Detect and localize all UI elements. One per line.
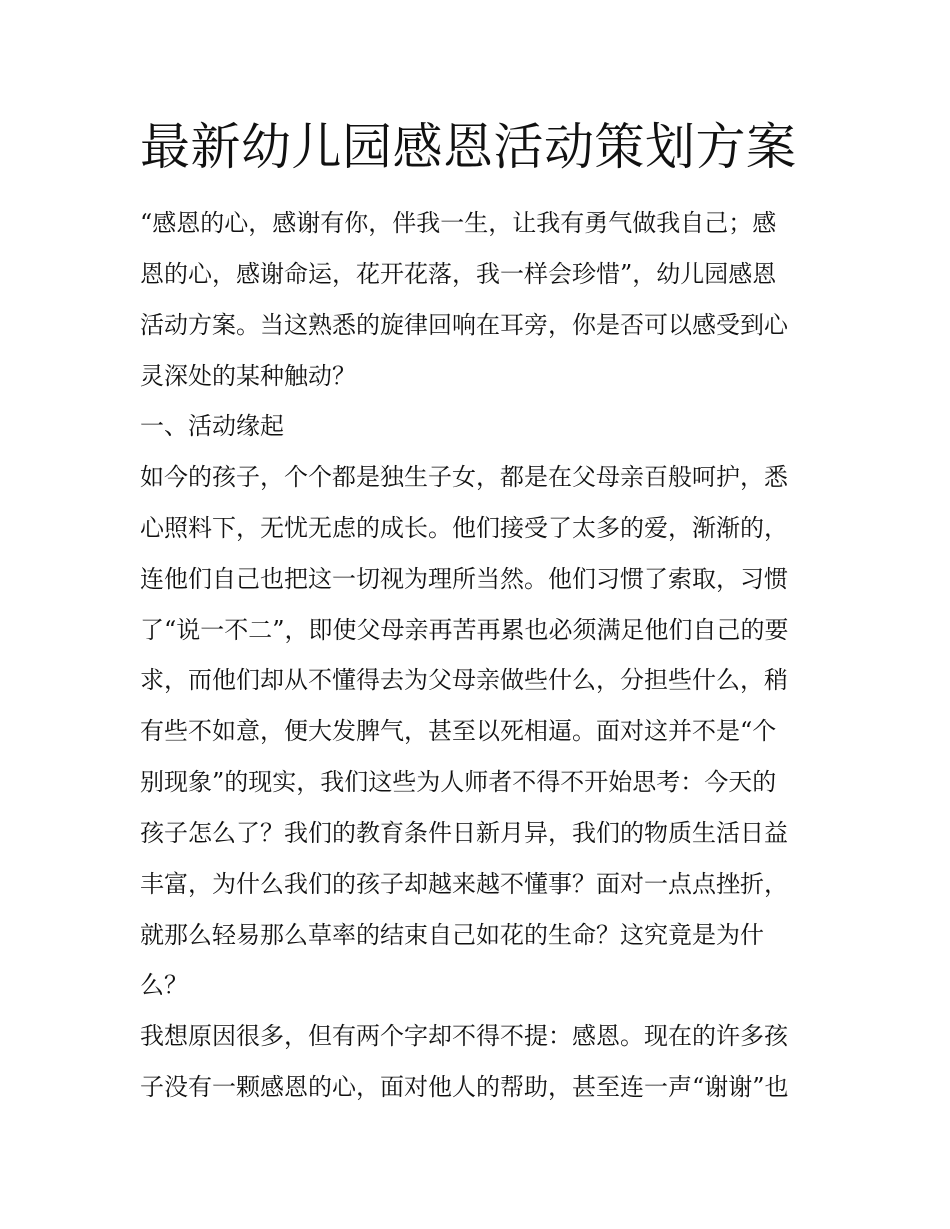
text-line: 有些不如意，便大发脾气，甚至以死相逼。面对这并不是“个 <box>140 717 777 745</box>
text-line: 如今的孩子，个个都是独生子女，都是在父母亲百般呵护，悉 <box>140 463 788 491</box>
text-line: 心照料下，无忧无虑的成长。他们接受了太多的爱，渐渐的， <box>140 514 788 542</box>
section-heading: 一、活动缘起 <box>140 412 284 440</box>
text-line: 灵深处的某种触动？ <box>140 362 356 390</box>
text-line: 子没有一颗感恩的心，面对他人的帮助，甚至连一声“谢谢”也 <box>140 1073 789 1101</box>
text-line: 别现象”的现实，我们这些为人师者不得不开始思考：今天的 <box>140 768 777 796</box>
text-line: 我想原因很多，但有两个字却不得不提：感恩。现在的许多孩 <box>140 1022 788 1050</box>
text-line: 就那么轻易那么草率的结束自己如花的生命？这究竟是为什 <box>140 921 764 949</box>
text-line: 丰富，为什么我们的孩子却越来越不懂事？面对一点点挫折， <box>140 870 788 898</box>
text-line: “感恩的心，感谢有你，伴我一生，让我有勇气做我自己；感 <box>140 209 777 237</box>
text-line: 恩的心，感谢命运，花开花落，我一样会珍惜”，幼儿园感恩 <box>140 260 777 288</box>
text-line: 连他们自己也把这一切视为理所当然。他们习惯了索取，习惯 <box>140 565 788 593</box>
text-line: 孩子怎么了？我们的教育条件日新月异，我们的物质生活日益 <box>140 819 788 847</box>
text-line: 么？ <box>140 971 188 999</box>
text-line: 活动方案。当这熟悉的旋律回响在耳旁，你是否可以感受到心 <box>140 311 788 339</box>
text-line: 了“说一不二”，即使父母亲再苦再累也必须满足他们自己的要 <box>140 616 789 644</box>
text-line: 求，而他们却从不懂得去为父母亲做些什么，分担些什么，稍 <box>140 666 788 694</box>
document-title: 最新幼儿园感恩活动策划方案 <box>140 118 797 176</box>
